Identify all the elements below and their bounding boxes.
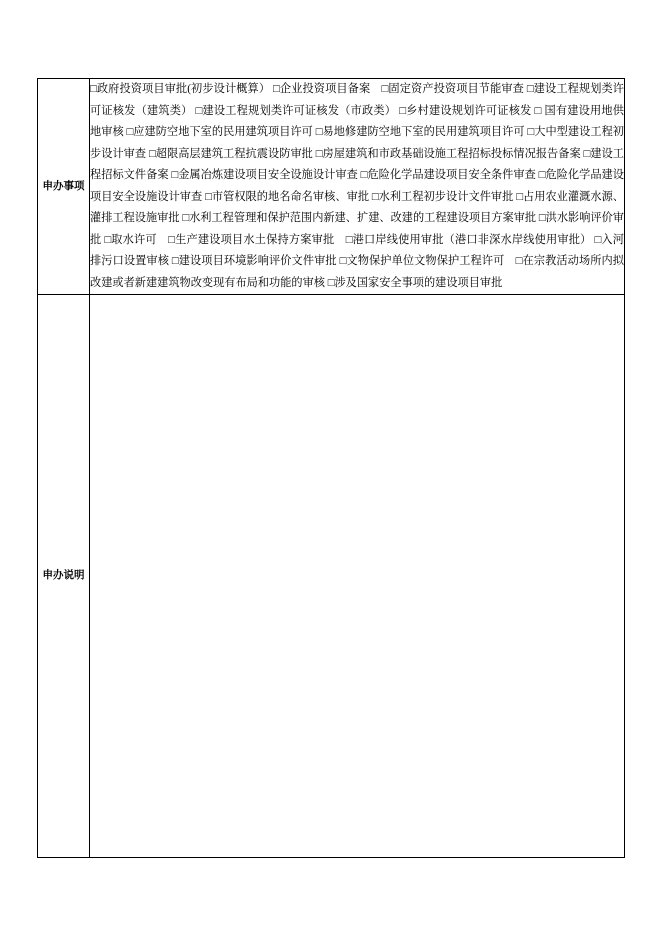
row-content-application-notes (90, 295, 625, 858)
row-label-application-notes: 申办说明 (38, 295, 90, 858)
table-row (38, 79, 625, 295)
application-form-table (37, 78, 625, 858)
application-notes-text (90, 296, 624, 856)
table-row (38, 295, 625, 858)
row-label-application-items: 申办事项 (38, 79, 90, 295)
application-items-text: □政府投资项目审批(初步设计概算） □企业投资项目备案 □固定资产投资项目节能审查 □建设工程规划类许可证核发（建筑类） □建设工程规划类许可证核发（市政类） □乡村建设规划许可证核发 □ 国有建设用地供地审核 □应建防空地下室的民用建筑项目许可 □易地修建防空地下室的民用建筑项目许可 □大中型建设工程初步设计审查 □超限高层建筑工程抗震设防审批 □房屋建筑和市政基础设施工程招标投标情况报告备案 □建设工程招标文件备案 □金属冶炼建设项目安全设施设计审查 □危险化学品建设项目安全条件审查 □危险化学品建设项目安全设施设计审查 □市管权限的地名命名审核、审批 □水利工程初步设计文件审批 □占用农业灌溉水源、灌排工程设施审批 □水利工程管理和保护范围内新建、扩建、改建的工程建设项目方案审批 □洪水影响评价审批 □取水许可 □生产建设项目水土保持方案审批 □港口岸线使用审批（港口非深水岸线使用审批） □入河排污口设置审核 □建设项目环境影响评价文件审批 □文物保护单位文物保护工程许可 □在宗教活动场所内拟改建或者新建建筑物改变现有布局和功能的审核 □涉及国家安全事项的建设项目审批 (90, 83, 624, 289)
row-content-application-items (90, 79, 625, 295)
